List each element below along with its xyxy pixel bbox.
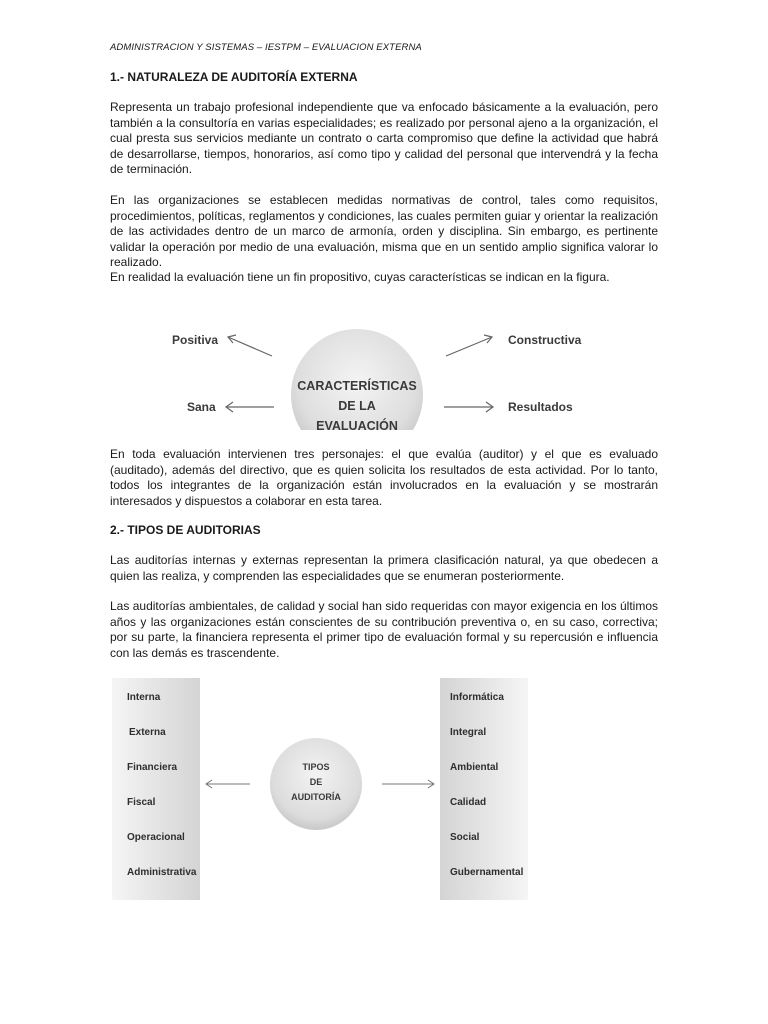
audit-types-figure [110,672,550,904]
section-1-paragraph-1: Representa un trabajo profesional independiente que va enfocado básicamente a la evaluación, pero también a la consultoría en varias especialidades; es realizado por personal ajeno a la organización, el cual presta sus servicios mediante un contrato o carta compromiso que define la actividad que habrá de desarrollarse, tiempos, honorarios, así como tipo y calidad del personal que intervendrá y la fecha de terminación. [110,100,658,176]
section-1-paragraph-2: En las organizaciones se establecen medidas normativas de control, tales como requisitos, procedimientos, políticas, reglamentos y condiciones, las cuales permiten guiar y orientar la realización de las actividades dentro de un marco de armonía, orden y disciplina. Sin embargo, es pertinente validar la operación por medio de una evaluación, misma que en un sentido amplio significa valorar lo realizado. [110,193,658,269]
section-1-paragraph-4: En toda evaluación intervienen tres personajes: el que evalúa (auditor) y el que es evaluado (auditado), además del directivo, que es quien solicita los resultados de esta actividad. Por lo tanto, todos los integrantes de la organización están involucrados en la evaluación y se mostrarán interesados y dispuestos a colaborar en esta tarea. [110,447,658,508]
right-item-integral: Integral [450,727,487,738]
section-2-paragraph-1: Las auditorías internas y externas representan la primera clasificación natural, ya que obedecen a quien las realiza, y comprenden las especialidades que se enumeran posteriormente. [110,553,658,583]
left-item-operacional: Operacional [127,832,185,843]
arrow-to-positiva-icon [228,335,272,356]
center-line-1: TIPOS [302,762,330,772]
label-constructiva: Constructiva [508,333,582,347]
arrow-to-constructiva-icon [446,335,492,356]
section-2-paragraph-2: Las auditorías ambientales, de calidad y social han sido requeridas con mayor exigencia en los últimos años y las organizaciones están conscientes de su contribución preventiva o, en su caso, correctiva; por su parte, la financiera representa el primer tipo de evaluación formal y su repercusión e influencia con las demás es trascendente. [110,599,658,660]
right-item-calidad: Calidad [450,797,487,808]
center-line-2: DE [309,777,323,787]
right-item-informatica: Informática [450,692,504,703]
arrow-right-icon [382,780,434,788]
evaluation-characteristics-figure [150,300,620,430]
label-resultados: Resultados [508,400,573,414]
section-1-paragraph-3: En realidad la evaluación tiene un fin propositivo, cuyas características se indican en la figura. [110,270,610,284]
section-2-title: 2.- TIPOS DE AUDITORIAS [110,523,261,537]
right-item-social: Social [450,832,480,843]
center-line-3: AUDITORÍA [291,792,341,802]
section-1-title: 1.- NATURALEZA DE AUDITORÍA EXTERNA [110,70,358,84]
arrow-to-resultados-icon [444,402,493,412]
center-line-2: DE LA [338,399,376,413]
arrow-to-sana-icon [226,402,274,412]
right-item-gubernamental: Gubernamental [450,867,524,878]
left-item-administrativa: Administrativa [127,867,197,878]
center-line-1: CARACTERÍSTICAS [297,379,417,393]
right-item-ambiental: Ambiental [450,762,499,773]
left-item-fiscal: Fiscal [127,797,156,808]
label-sana: Sana [187,400,216,414]
left-item-interna: Interna [127,692,161,703]
left-item-financiera: Financiera [127,762,178,773]
label-positiva: Positiva [172,333,219,347]
left-item-externa: Externa [129,727,166,738]
arrow-left-icon [206,780,250,788]
center-line-3: EVALUACIÓN [316,419,398,430]
page-header: ADMINISTRACION Y SISTEMAS – IESTPM – EVALUACION EXTERNA [110,42,422,53]
